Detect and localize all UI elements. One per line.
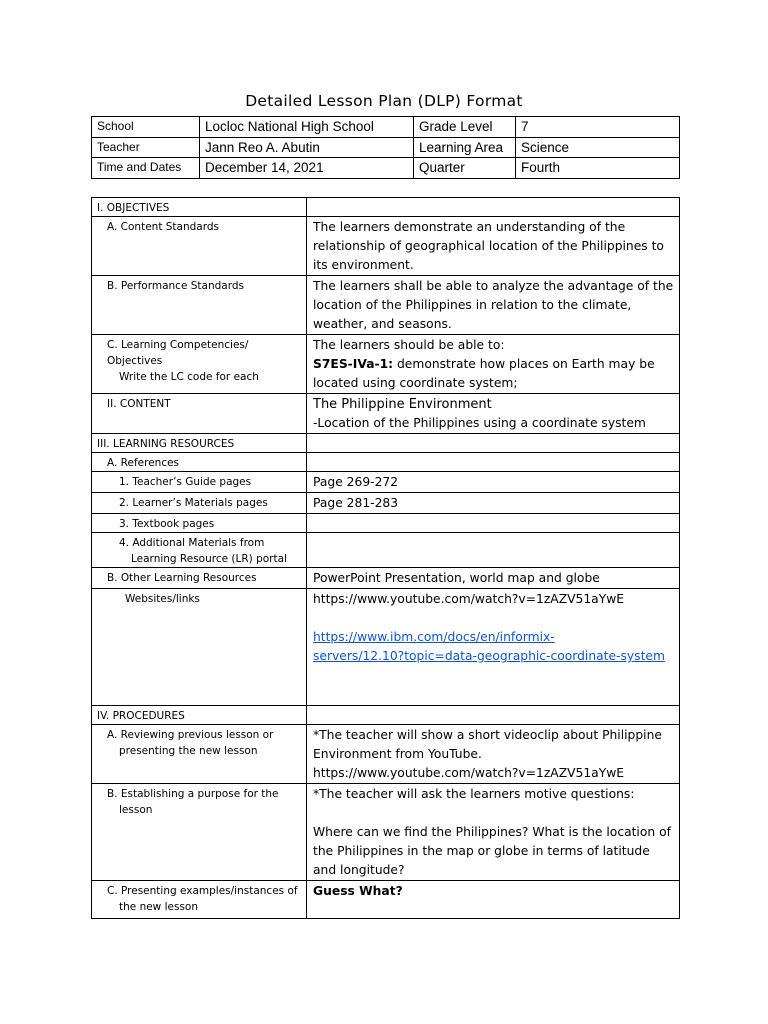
content-standards-label: A. Content Standards bbox=[107, 221, 220, 233]
references-label: A. References bbox=[107, 457, 180, 469]
performance-standards-value: The learners shall be able to analyze the advantage of the location of the Philippines in relation to the climate, weather, and seasons. bbox=[307, 276, 680, 335]
table-row bbox=[92, 434, 680, 453]
quarter-label: Quarter bbox=[414, 158, 516, 179]
table-row bbox=[92, 158, 680, 179]
ibm-link-line1[interactable]: https://www.ibm.com/docs/en/informix- bbox=[313, 630, 555, 644]
resources-heading: III. LEARNING RESOURCES bbox=[92, 434, 307, 453]
additional-materials-sublabel: Learning Resource (LR) portal bbox=[131, 553, 287, 565]
procedure-a-sublabel: presenting the new lesson bbox=[119, 745, 258, 757]
area-label: Learning Area bbox=[414, 137, 516, 158]
other-resources-label: B. Other Learning Resources bbox=[107, 572, 257, 584]
page-title: Detailed Lesson Plan (DLP) Format bbox=[245, 92, 523, 110]
date-value: December 14, 2021 bbox=[200, 158, 414, 179]
procedure-c-value: Guess What? bbox=[307, 881, 680, 919]
table-row bbox=[92, 706, 680, 725]
procedure-b-label: B. Establishing a purpose for the bbox=[107, 788, 279, 800]
procedures-heading: IV. PROCEDURES bbox=[92, 706, 307, 725]
textbook-label: 3. Textbook pages bbox=[119, 518, 215, 530]
websites-label: Websites/links bbox=[125, 593, 200, 605]
learners-materials-label: 2. Learner’s Materials pages bbox=[119, 497, 268, 509]
teacher-label: Teacher bbox=[92, 137, 200, 158]
content-standards-value: The learners demonstrate an understanding of the relationship of geographical location of the Philippines to its environment. bbox=[307, 217, 680, 276]
table-row bbox=[92, 394, 680, 434]
competencies-intro: The learners should be able to: bbox=[313, 338, 505, 352]
teachers-guide-label: 1. Teacher’s Guide pages bbox=[119, 476, 252, 488]
table-row bbox=[92, 881, 680, 919]
table-row bbox=[92, 472, 680, 493]
procedure-a-label: A. Reviewing previous lesson or bbox=[107, 729, 274, 741]
procedure-a-line1: *The teacher will show a short videoclip about Philippine bbox=[313, 728, 662, 742]
table-row bbox=[92, 453, 680, 472]
youtube-link-text: https://www.youtube.com/watch?v=1zAZV51aYwE bbox=[313, 592, 625, 606]
learners-materials-value: Page 281-283 bbox=[307, 493, 680, 514]
table-row bbox=[92, 784, 680, 881]
table-row bbox=[92, 137, 680, 158]
table-row bbox=[92, 725, 680, 784]
competency-text: demonstrate how places on Earth may be located using coordinate system; bbox=[313, 357, 655, 390]
table-row bbox=[92, 217, 680, 276]
procedure-b-line1: *The teacher will ask the learners motive questions: bbox=[313, 787, 635, 801]
quarter-value: Fourth bbox=[516, 158, 680, 179]
area-value: Science bbox=[516, 137, 680, 158]
grade-label: Grade Level bbox=[414, 117, 516, 138]
table-row bbox=[92, 335, 680, 394]
additional-materials-label: 4. Additional Materials from bbox=[119, 537, 265, 549]
table-row bbox=[92, 493, 680, 514]
objectives-heading: I. OBJECTIVES bbox=[92, 198, 307, 217]
procedure-c-sublabel: the new lesson bbox=[119, 901, 199, 913]
competency-code: S7ES-IVa-1: bbox=[313, 357, 394, 371]
procedure-a-line2: Environment from YouTube. bbox=[313, 747, 482, 761]
procedure-b-sublabel: lesson bbox=[119, 804, 153, 816]
table-row bbox=[92, 117, 680, 138]
table-row bbox=[92, 198, 680, 217]
time-label: Time and Dates bbox=[92, 158, 200, 179]
content-subtitle: -Location of the Philippines using a coordinate system bbox=[313, 416, 646, 430]
school-value: Locloc National High School bbox=[200, 117, 414, 138]
grade-value: 7 bbox=[516, 117, 680, 138]
competencies-label: C. Learning Competencies/ Objectives bbox=[107, 339, 249, 367]
header-table bbox=[91, 116, 680, 179]
other-resources-value: PowerPoint Presentation, world map and globe bbox=[307, 568, 680, 589]
teachers-guide-value: Page 269-272 bbox=[307, 472, 680, 493]
lesson-plan-table bbox=[91, 197, 680, 919]
table-row bbox=[92, 514, 680, 533]
table-row bbox=[92, 276, 680, 335]
content-title: The Philippine Environment bbox=[313, 397, 492, 412]
teacher-value: Jann Reo A. Abutin bbox=[200, 137, 414, 158]
school-label: School bbox=[92, 117, 200, 138]
procedure-b-line2: Where can we find the Philippines? What is the location of the Philippines in the map or globe in terms of latitude and longitude? bbox=[313, 825, 671, 877]
competencies-sublabel: Write the LC code for each bbox=[119, 371, 259, 383]
ibm-link-line2[interactable]: servers/12.10?topic=data-geographic-coordinate-system bbox=[313, 649, 665, 663]
performance-standards-label: B. Performance Standards bbox=[107, 280, 244, 292]
procedure-a-line3: https://www.youtube.com/watch?v=1zAZV51aYwE bbox=[313, 766, 625, 780]
table-row bbox=[92, 568, 680, 589]
content-heading: II. CONTENT bbox=[107, 398, 171, 410]
table-row bbox=[92, 589, 680, 706]
procedure-c-label: C. Presenting examples/instances of bbox=[107, 885, 298, 897]
table-row bbox=[92, 533, 680, 568]
